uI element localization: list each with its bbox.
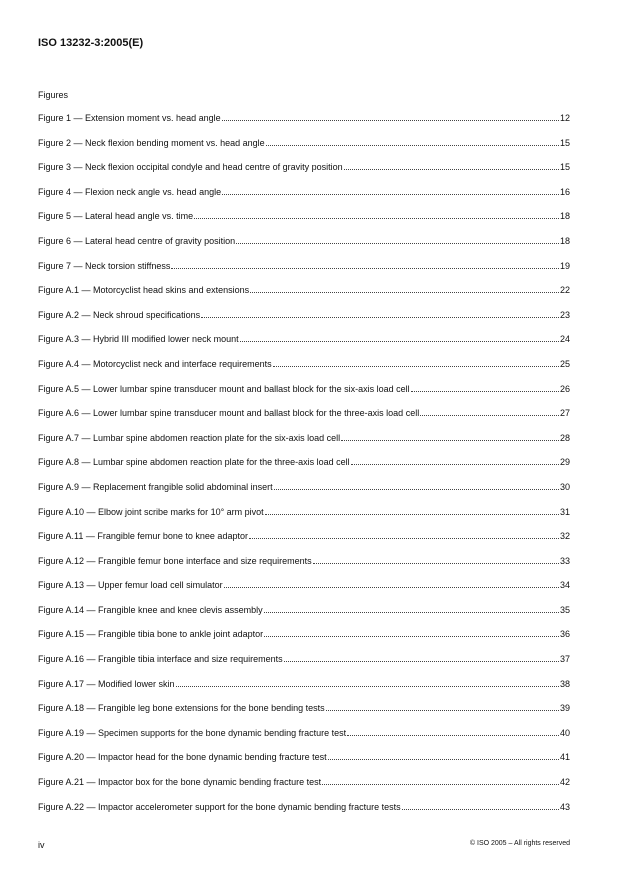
entry-title: Figure A.1 — Motorcyclist head skins and extensions xyxy=(38,285,250,296)
entry-title: Figure A.17 — Modified lower skin xyxy=(38,678,175,689)
toc-entry[interactable] xyxy=(38,752,570,777)
toc-entry[interactable] xyxy=(38,408,570,433)
dot-leader xyxy=(249,537,559,539)
entry-title: Figure A.4 — Motorcyclist neck and interface requirements xyxy=(38,358,272,369)
toc-entry[interactable] xyxy=(38,605,570,630)
entry-page: 37 xyxy=(559,654,570,665)
toc-entry[interactable] xyxy=(38,457,570,482)
entry-page: 24 xyxy=(559,334,570,345)
entry-title: Figure 2 — Neck flexion bending moment vs. head angle xyxy=(38,137,265,148)
dot-leader xyxy=(322,783,559,785)
entry-title: Figure A.7 — Lumbar spine abdomen reaction plate for the six-axis load cell xyxy=(38,432,341,443)
dot-leader xyxy=(402,808,559,810)
toc-entry[interactable] xyxy=(38,187,570,212)
entry-title: Figure A.14 — Frangible knee and knee clevis assembly xyxy=(38,604,263,615)
entry-page: 33 xyxy=(559,555,570,566)
entry-title: Figure A.11 — Frangible femur bone to knee adaptor xyxy=(38,531,248,542)
entry-title: Figure A.18 — Frangible leg bone extensions for the bone bending tests xyxy=(38,703,325,714)
entry-page: 23 xyxy=(559,309,570,320)
entry-page: 15 xyxy=(559,162,570,173)
dot-leader xyxy=(347,734,559,736)
dot-leader xyxy=(222,119,559,121)
toc-entry[interactable] xyxy=(38,433,570,458)
dot-leader xyxy=(201,316,559,318)
entry-page: 36 xyxy=(559,629,570,640)
toc-entry[interactable] xyxy=(38,802,570,827)
dot-leader xyxy=(194,217,559,219)
dot-leader xyxy=(222,193,559,195)
entry-page: 38 xyxy=(559,678,570,689)
entry-page: 16 xyxy=(559,186,570,197)
dot-leader xyxy=(264,635,559,637)
entry-title: Figure 6 — Lateral head centre of gravity position xyxy=(38,235,236,246)
dot-leader xyxy=(264,611,559,613)
entry-page: 34 xyxy=(559,580,570,591)
entry-page: 26 xyxy=(559,383,570,394)
entry-title: Figure A.22 — Impactor accelerometer support for the bone dynamic bending fracture tests xyxy=(38,801,401,812)
toc-entry[interactable] xyxy=(38,556,570,581)
dot-leader xyxy=(250,291,559,293)
toc-entry[interactable] xyxy=(38,482,570,507)
toc-entry[interactable] xyxy=(38,261,570,286)
toc-entry[interactable] xyxy=(38,679,570,704)
dot-leader xyxy=(171,267,559,269)
dot-leader xyxy=(284,660,559,662)
entry-page: 35 xyxy=(559,604,570,615)
toc-entry[interactable] xyxy=(38,703,570,728)
toc-entry[interactable] xyxy=(38,507,570,532)
entry-title: Figure A.13 — Upper femur load cell simulator xyxy=(38,580,223,591)
entry-page: 18 xyxy=(559,235,570,246)
dot-leader xyxy=(411,390,559,392)
toc-entry[interactable] xyxy=(38,384,570,409)
entry-page: 29 xyxy=(559,457,570,468)
entry-page: 12 xyxy=(559,113,570,123)
entry-page: 25 xyxy=(559,358,570,369)
entry-title: Figure 4 — Flexion neck angle vs. head angle xyxy=(38,186,222,197)
toc-entry[interactable] xyxy=(38,728,570,753)
toc-entry[interactable] xyxy=(38,162,570,187)
entry-title: Figure A.15 — Frangible tibia bone to ankle joint adaptor xyxy=(38,629,264,640)
dot-leader xyxy=(341,439,559,441)
entry-page: 31 xyxy=(559,506,570,517)
dot-leader xyxy=(313,562,559,564)
entry-title: Figure A.21 — Impactor box for the bone dynamic bending fracture test xyxy=(38,777,322,788)
dot-leader xyxy=(265,513,559,515)
entry-page: 18 xyxy=(559,211,570,222)
entry-page: 27 xyxy=(559,408,570,419)
entry-page: 19 xyxy=(559,260,570,271)
dot-leader xyxy=(266,144,559,146)
entry-title: Figure 5 — Lateral head angle vs. time xyxy=(38,211,194,222)
dot-leader xyxy=(273,365,559,367)
entry-title: Figure A.6 — Lower lumbar spine transducer mount and ballast block for the three-axis load cell xyxy=(38,408,420,419)
dot-leader xyxy=(326,709,559,711)
dot-leader xyxy=(328,758,559,760)
entry-page: 39 xyxy=(559,703,570,714)
document-id: ISO 13232-3:2005(E) xyxy=(38,37,144,49)
dot-leader xyxy=(274,488,559,490)
toc-entry[interactable] xyxy=(38,138,570,163)
entry-title: Figure A.12 — Frangible femur bone interface and size requirements xyxy=(38,555,312,566)
entry-title: Figure A.5 — Lower lumbar spine transducer mount and ballast block for the six-axis load cell xyxy=(38,383,410,394)
dot-leader xyxy=(240,340,559,342)
entry-title: Figure A.2 — Neck shroud specifications xyxy=(38,309,201,320)
toc-entry[interactable] xyxy=(38,580,570,605)
entry-page: 30 xyxy=(559,481,570,492)
entry-title: Figure A.19 — Specimen supports for the bone dynamic bending fracture test xyxy=(38,727,347,738)
entry-title: Figure A.16 — Frangible tibia interface and size requirements xyxy=(38,654,283,665)
dot-leader xyxy=(176,685,559,687)
footer-copyright: © ISO 2005 – All rights reserved xyxy=(469,840,570,847)
entry-page: 15 xyxy=(559,137,570,148)
entry-page: 42 xyxy=(559,777,570,788)
toc-entry[interactable] xyxy=(38,531,570,556)
dot-leader xyxy=(236,242,559,244)
entry-title: Figure A.9 — Replacement frangible solid abdominal insert xyxy=(38,481,273,492)
toc-entry[interactable] xyxy=(38,113,570,138)
toc-entry[interactable] xyxy=(38,629,570,654)
figures-list xyxy=(38,113,570,826)
entry-title: Figure A.20 — Impactor head for the bone dynamic bending fracture test xyxy=(38,752,327,763)
entry-title: Figure 3 — Neck flexion occipital condyle and head centre of gravity position xyxy=(38,162,343,173)
dot-leader xyxy=(344,168,559,170)
entry-title: Figure A.3 — Hybrid III modified lower neck mount xyxy=(38,334,239,345)
entry-page: 32 xyxy=(559,531,570,542)
dot-leader xyxy=(420,414,559,416)
dot-leader xyxy=(224,586,559,588)
entry-page: 41 xyxy=(559,752,570,763)
toc-entry[interactable] xyxy=(38,236,570,261)
entry-page: 22 xyxy=(559,285,570,296)
toc-entry[interactable] xyxy=(38,359,570,384)
entry-page: 43 xyxy=(559,801,570,812)
dot-leader xyxy=(351,463,559,465)
toc-entry[interactable] xyxy=(38,334,570,359)
section-title: Figures xyxy=(38,90,69,100)
toc-entry[interactable] xyxy=(38,777,570,802)
footer-page-number: iv xyxy=(38,840,45,850)
toc-entry[interactable] xyxy=(38,285,570,310)
entry-title: Figure 1 — Extension moment vs. head angle xyxy=(38,113,221,123)
entry-page: 40 xyxy=(559,727,570,738)
toc-entry[interactable] xyxy=(38,654,570,679)
entry-title: Figure A.8 — Lumbar spine abdomen reaction plate for the three-axis load cell xyxy=(38,457,350,468)
entry-title: Figure A.10 — Elbow joint scribe marks for 10° arm pivot xyxy=(38,506,264,517)
toc-entry[interactable] xyxy=(38,211,570,236)
entry-page: 28 xyxy=(559,432,570,443)
entry-title: Figure 7 — Neck torsion stiffness xyxy=(38,260,171,271)
toc-entry[interactable] xyxy=(38,310,570,335)
